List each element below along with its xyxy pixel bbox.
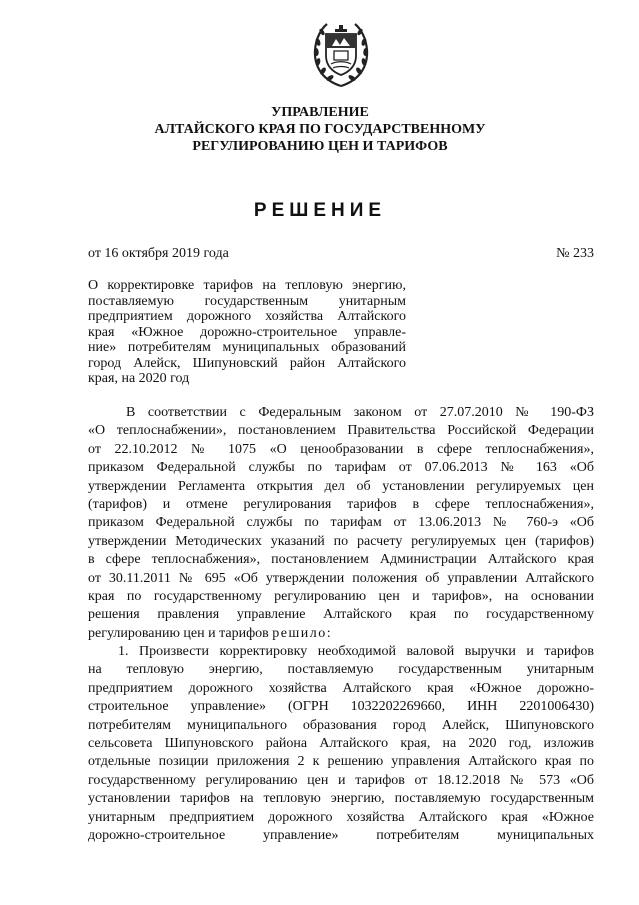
authority-line-2: АЛТАЙСКОГО КРАЯ ПО ГОСУДАРСТВЕННОМУ [154,122,486,137]
document-date: от 16 октября 2019 года [88,246,229,261]
coat-of-arms-icon [312,20,370,88]
subject-line: ние» потребителям муниципальных образований [88,340,406,355]
clause-line: на тепловую энергию, поставляемую государственным унитарным [88,662,594,678]
subject-line: поставляемую государственным унитарным [88,293,406,309]
document-body [88,404,594,845]
subject-line: город Алейск, Шипуновский район Алтайского [88,355,406,371]
clause-line: потребителям муниципального образования город Алейск, Шипуновского [88,717,594,733]
document-number: № 233 [556,246,594,261]
preamble-line: решения правления управление Алтайского края по государственному [88,607,594,623]
subject-line: края «Южное дорожно-строительное управле- [88,324,406,340]
subject-line: края, на 2020 год [88,371,190,386]
issuing-authority [60,104,580,155]
clause-line: предприятием дорожного хозяйства Алтайского края «Южное дорожно- [88,680,594,696]
preamble-last-line [88,625,594,643]
clause-line: отдельные позиции приложения 2 к решению управления Алтайского края по [88,754,594,770]
clause-line: установлении тарифов на тепловую энергию, поставляемую государственным [88,791,594,807]
authority-line-1: УПРАВЛЕНИЕ [271,105,369,120]
preamble-line: от 30.11.2011 № 695 «Об утверждении положения об управлении Алтайского [88,570,594,586]
preamble-line: (тарифов) и отмене регулирования тарифов в сфере теплоснабжения», [88,496,594,512]
clause-line: 1. Произвести корректировку необходимой валовой выручки и тарифов [118,644,594,660]
preamble-line: «О теплоснабжении», постановлением Правительства Российской Федерации [88,423,594,439]
clause-line: сельсовета Шипуновского района Алтайского края, на 2020 год, изложив [88,736,594,752]
preamble-line: приказом Федеральной службы по тарифам от 07.06.2013 № 163 «Об [88,460,594,476]
subject-line: предприятием дорожного хозяйства Алтайского [88,309,406,324]
preamble-line: края по государственному регулированию цен и тарифов», на основании [88,588,594,604]
authority-line-3: РЕГУЛИРОВАНИЮ ЦЕН И ТАРИФОВ [192,139,448,154]
document-title: РЕШЕНИЕ [253,200,387,221]
preamble-line: утверждении Методических указаний по расчету регулируемых цен (тарифов) [88,533,594,549]
clause-line: государственному регулированию цен и тарифов от 18.12.2018 № 573 «Об [88,772,594,788]
preamble-line: В соответствии с Федеральным законом от 27.07.2010 № 190-ФЗ [126,405,594,420]
preamble-line: приказом Федеральной службы по тарифам от 13.06.2013 № 760-э «Об [88,515,594,531]
subject-line: О корректировке тарифов на тепловую энергию, [88,278,406,293]
preamble-line: регулированию цен и тарифов [88,625,269,641]
decided-word: решило: [272,625,333,641]
clause-line: унитарным предприятием дорожного хозяйства Алтайского края «Южное [88,809,594,825]
preamble-line: от 22.10.2012 № 1075 «О ценообразовании в сфере теплоснабжения», [88,441,594,457]
preamble-line: утверждении Регламента открытия дел об установлении регулируемых цен [88,478,594,494]
document-subject [88,278,406,387]
preamble-line: в сфере теплоснабжения», постановлением Администрации Алтайского края [88,552,594,568]
clause-line: строительное управление» (ОГРН 1032202269660, ИНН 2201006430) [88,699,594,715]
clause-line: дорожно-строительное управление» потребителям муниципальных [88,827,594,843]
